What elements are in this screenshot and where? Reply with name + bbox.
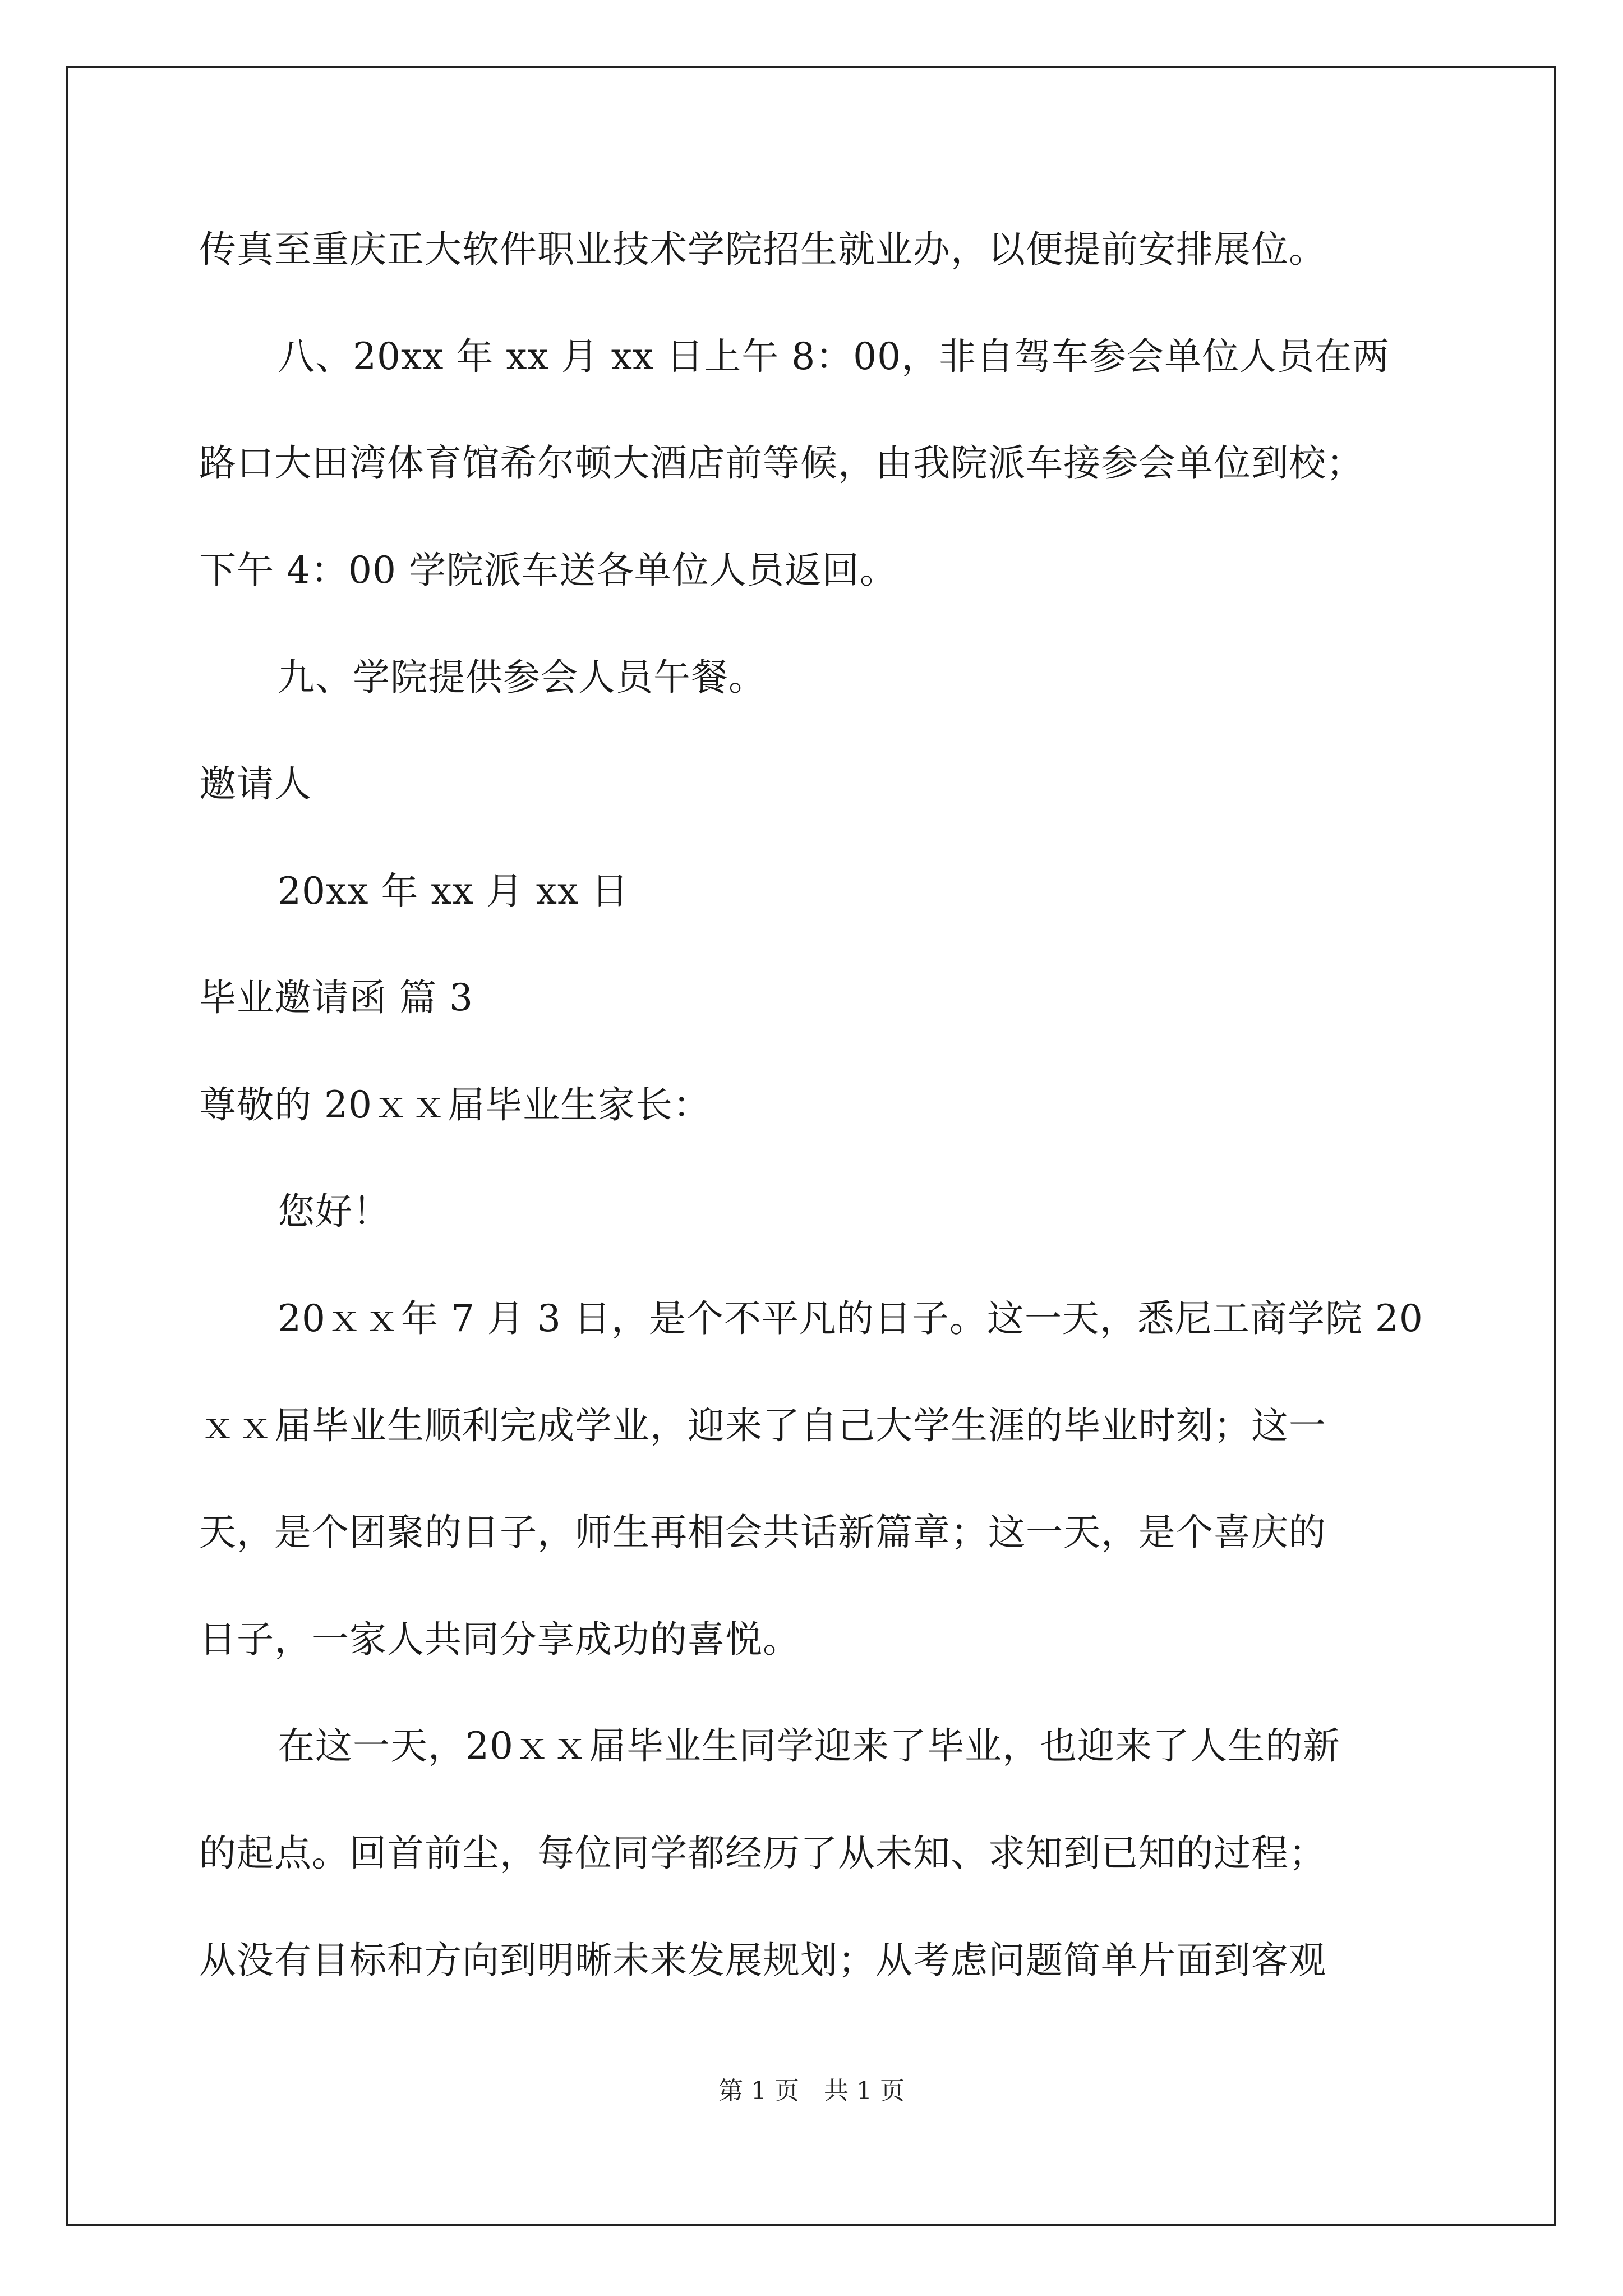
paragraph-line-4: 下午 4：00 学院派车送各单位人员返回。 bbox=[199, 549, 897, 592]
paragraph-line-5: 九、学院提供参会人员午餐。 bbox=[278, 656, 766, 699]
paragraph-line-12: ｘｘ届毕业生顺利完成学业，迎来了自己大学生涯的毕业时刻；这一 bbox=[199, 1404, 1326, 1447]
inviter-label: 邀请人 bbox=[199, 762, 312, 806]
paragraph-line-16: 的起点。回首前尘，每位同学都经历了从未知、求知到已知的过程； bbox=[199, 1832, 1326, 1875]
paragraph-line-2: 八、20xx 年 xx 月 xx 日上午 8：00，非自驾车参会单位人员在两 bbox=[278, 335, 1390, 378]
paragraph-line-3: 路口大田湾体育馆希尔顿大酒店前等候，由我院派车接参会单位到校； bbox=[199, 441, 1364, 485]
paragraph-line-11: 20ｘｘ年 7 月 3 日，是个不平凡的日子。这一天，悉尼工商学院 20 bbox=[278, 1297, 1423, 1340]
paragraph-line-17: 从没有目标和方向到明晰未来发展规划；从考虑问题简单片面到客观 bbox=[199, 1939, 1326, 1982]
page-border bbox=[66, 66, 1556, 2226]
page-footer: 第 1 页 共 1 页 bbox=[718, 2077, 905, 2105]
paragraph-line-15: 在这一天，20ｘｘ届毕业生同学迎来了毕业，也迎来了人生的新 bbox=[278, 1724, 1340, 1768]
paragraph-line-13: 天，是个团聚的日子，师生再相会共话新篇章；这一天，是个喜庆的 bbox=[199, 1511, 1326, 1554]
greeting: 您好！ bbox=[278, 1190, 390, 1233]
paragraph-line-14: 日子，一家人共同分享成功的喜悦。 bbox=[199, 1618, 800, 1661]
paragraph-line-1: 传真至重庆正大软件职业技术学院招生就业办，以便提前安排展位。 bbox=[199, 228, 1326, 271]
date-line: 20xx 年 xx 月 xx 日 bbox=[278, 869, 629, 913]
salutation: 尊敬的 20ｘｘ届毕业生家长： bbox=[199, 1083, 711, 1126]
section-heading: 毕业邀请函 篇 3 bbox=[199, 976, 473, 1019]
